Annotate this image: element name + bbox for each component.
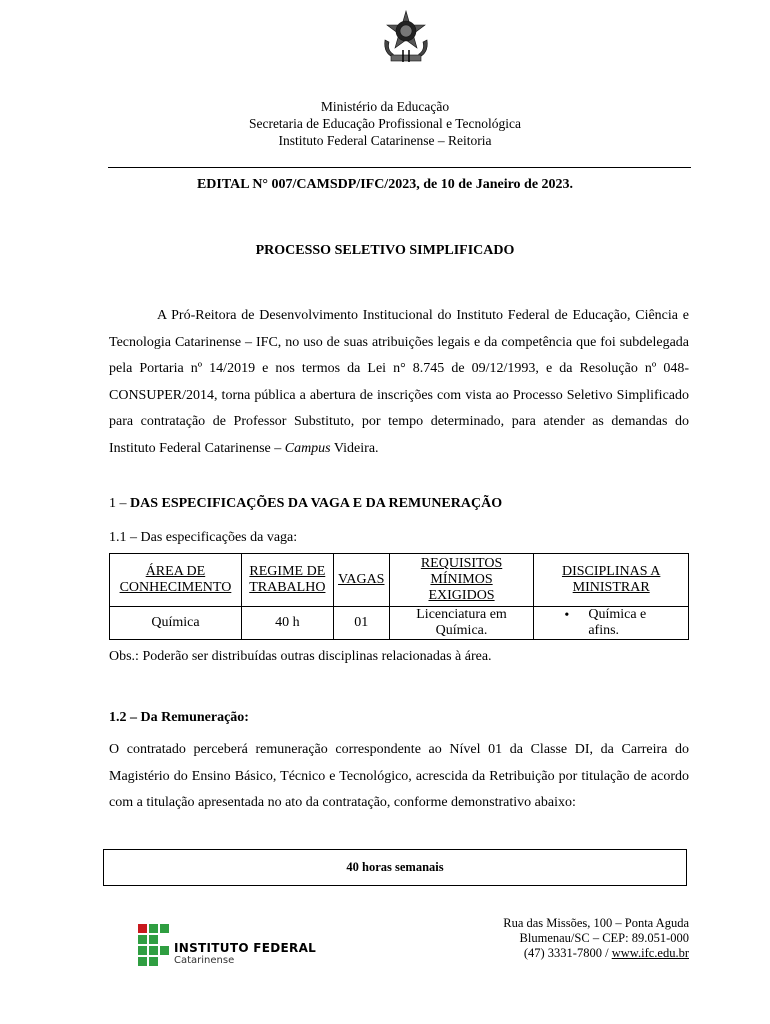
logo-square bbox=[160, 924, 169, 933]
website-link[interactable]: www.ifc.edu.br bbox=[611, 946, 689, 960]
bullet-icon: • bbox=[564, 608, 570, 623]
logo-square bbox=[138, 935, 147, 944]
subsection-1-2: 1.2 – Da Remuneração: bbox=[109, 710, 249, 725]
hours-table-header: 40 horas semanais bbox=[103, 849, 687, 886]
cell-area: Química bbox=[110, 607, 242, 640]
logo-red-square bbox=[138, 924, 147, 933]
logo-title: INSTITUTO FEDERAL bbox=[174, 941, 317, 955]
brazil-coat-of-arms-icon bbox=[381, 10, 431, 64]
section-1-number: 1 – bbox=[109, 496, 130, 511]
edital-title: EDITAL N° 007/CAMSDP/IFC/2023, de 10 de Janeiro de 2023. bbox=[196, 177, 574, 192]
table-row bbox=[110, 607, 689, 640]
logo-square bbox=[149, 946, 158, 955]
th-regime: REGIME DE TRABALHO bbox=[241, 554, 333, 607]
phone: (47) 3331-7800 / bbox=[523, 946, 612, 960]
discipline-text: Química e afins. bbox=[588, 607, 647, 638]
th-disciplinas: DISCIPLINAS A MINISTRAR bbox=[534, 554, 689, 607]
subsection-1-1: 1.1 – Das especificações da vaga: bbox=[109, 530, 298, 545]
header-ministry: Ministério da Educação bbox=[320, 99, 450, 114]
obs-note: Obs.: Poderão ser distribuídas outras disciplinas relacionadas à área. bbox=[109, 649, 492, 664]
remuneration-paragraph: O contratado perceberá remuneração correspondente ao Nível 01 da Classe DI, da Carreira do Magistério do Ensino Básico, Técnico e Tecnológico, acrescida da Retribuição por titulação de acordo com a titulação apresentada no ato da contratação, conforme demonstrativo abaixo: bbox=[109, 742, 689, 810]
address-line-3 bbox=[430, 946, 689, 961]
address-line-2: Blumenau/SC – CEP: 89.051-000 bbox=[519, 931, 689, 945]
intro-text-end: Videira. bbox=[330, 440, 379, 456]
section-1-heading bbox=[109, 496, 502, 512]
logo-square bbox=[149, 957, 158, 966]
th-requisitos: REQUISITOS MÍNIMOS EXIGIDOS bbox=[389, 554, 534, 607]
logo-square bbox=[160, 946, 169, 955]
cell-requisitos: Licenciatura em Química. bbox=[389, 607, 534, 640]
table-header-row bbox=[110, 554, 689, 607]
th-area: ÁREA DE CONHECIMENTO bbox=[110, 554, 242, 607]
process-title: PROCESSO SELETIVO SIMPLIFICADO bbox=[255, 243, 515, 258]
cell-disciplinas bbox=[534, 607, 689, 640]
logo-subtitle: Catarinense bbox=[174, 955, 235, 966]
vacancy-table bbox=[109, 553, 689, 640]
cell-vagas: 01 bbox=[333, 607, 389, 640]
intro-campus: Campus bbox=[284, 440, 331, 456]
th-vagas: VAGAS bbox=[333, 554, 389, 607]
cell-regime: 40 h bbox=[241, 607, 333, 640]
logo-square bbox=[138, 957, 147, 966]
address-line-1: Rua das Missões, 100 – Ponta Aguda bbox=[503, 916, 689, 930]
header-secretariat: Secretaria de Educação Profissional e Tecnológica bbox=[248, 116, 522, 131]
logo-square bbox=[149, 924, 158, 933]
logo-square bbox=[149, 935, 158, 944]
intro-paragraph bbox=[109, 303, 689, 462]
footer-address bbox=[430, 916, 689, 961]
header-institute: Instituto Federal Catarinense – Reitoria bbox=[278, 133, 492, 148]
logo-square bbox=[138, 946, 147, 955]
section-1-title: DAS ESPECIFICAÇÕES DA VAGA E DA REMUNERAÇÃO bbox=[130, 496, 503, 511]
intro-text: A Pró-Reitora de Desenvolvimento Institucional do Instituto Federal de Educação, Ciência e Tecnologia Catarinense – IFC, no uso de suas atribuições legais e da competência que foi subdelegada pela Portaria nº 14/2019 e nos termos da Lei n° 8.745 de 09/12/1993, e da Resolução nº 048-CONSUPER/2014, torna pública a abertura de inscrições com vista ao Processo Seletivo Simplificado para contratação de Professor Substituto, por tempo determinado, para atender as demandas do Instituto Federal Catarinense – bbox=[109, 308, 689, 456]
header-divider bbox=[108, 167, 691, 168]
